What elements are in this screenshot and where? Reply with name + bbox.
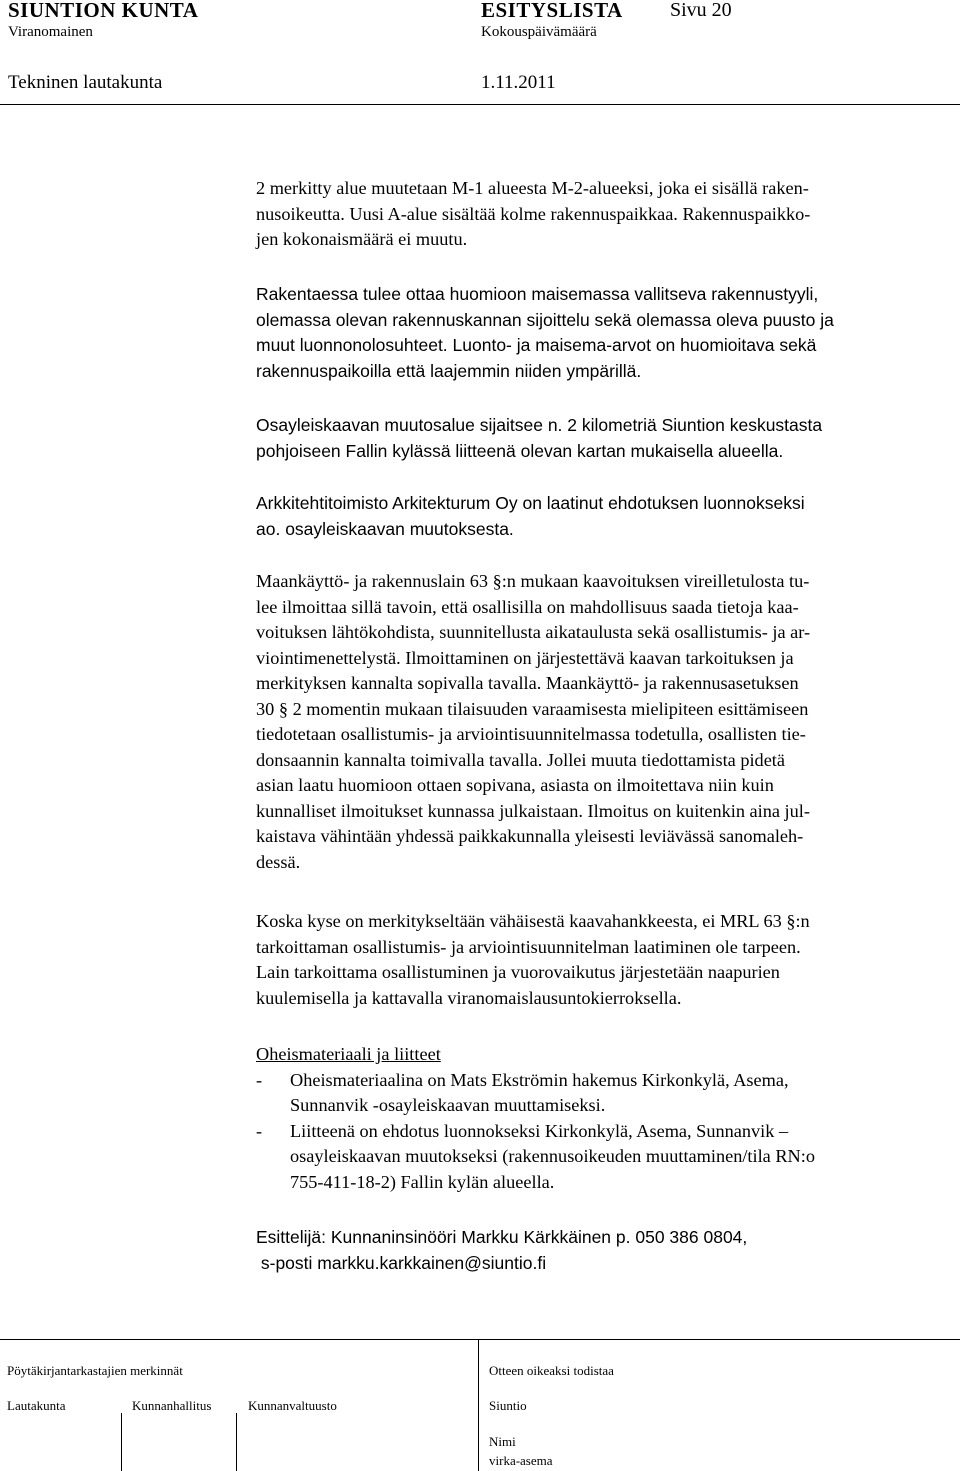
text-line: pohjoiseen Fallin kylässä liitteenä olevan kartan mukaisella alueella. [256, 440, 784, 461]
text-line: tarkoittaman osallistumis- ja arviointisuunnitelman laatiminen ole tarpeen. [256, 936, 801, 957]
list-dash: - [256, 1069, 263, 1090]
text-line: Rakentaessa tulee ottaa huomioon maisemassa vallitseva rakennustyyli, [256, 284, 819, 304]
footer-title-label: virka-asema [489, 1453, 553, 1468]
footer-col-kunnanvaltuusto: Kunnanvaltuusto [248, 1398, 337, 1413]
text-line: muut luonnonolosuhteet. Luonto- ja maisema-arvot on huomioitava sekä [256, 335, 817, 355]
attachment-item [256, 1119, 956, 1196]
text-line: Koska kyse on merkitykseltään vähäisestä kaavahankkeesta, ei MRL 63 §:n [256, 911, 810, 931]
text-line: donsaannin kannalta toimivalla tavalla. Jollei muuta tiedottamista pidetä [256, 749, 785, 770]
paragraph-location [256, 413, 956, 464]
text-line: Lain tarkoittama osallistuminen ja vuorovaikutus järjestetään naapurien [256, 962, 780, 982]
footer-col-lautakunta: Lautakunta [7, 1398, 66, 1413]
attachments-section [256, 1042, 956, 1195]
footer-divider-col1 [121, 1413, 122, 1471]
checkers-label: Pöytäkirjantarkastajien merkinnät [7, 1363, 183, 1378]
organization-name: SIUNTION KUNTA [8, 0, 199, 22]
text-line: Liitteenä on ehdotus luonnokseksi Kirkonkylä, Asema, Sunnanvik – [290, 1120, 789, 1141]
text-line: kunnalliset ilmoitukset kunnassa julkaistaan. Ilmoitus on kuitenkin aina jul- [256, 800, 810, 821]
text-line: 755-411-18-2) Fallin kylän alueella. [290, 1171, 555, 1192]
text-line: tiedotetaan osallistumis- ja arviointisuunnitelmassa todetulla, osallisten tie- [256, 724, 806, 744]
text-line: nusoikeutta. Uusi A-alue sisältää kolme rakennuspaikkaa. Rakennuspaikko- [256, 203, 811, 224]
text-line: kuulemisella ja kattavalla viranomaislausuntokierroksella. [256, 987, 682, 1008]
attachment-item [256, 1068, 956, 1119]
text-line: 30 § 2 momentin mukaan tilaisuuden varaamisesta mielipiteen esittämiseen [256, 698, 809, 719]
footer-name-label: Nimi [489, 1434, 516, 1449]
presenter-email: s-posti markku.karkkainen@siuntio.fi [256, 1252, 547, 1273]
text-line: dessä. [256, 851, 301, 872]
text-line: merkityksen kannalta sopivalla tavalla. Maankäyttö- ja rakennusasetuksen [256, 673, 799, 693]
text-line: kaistava vähintään yhdessä paikkakunnalla yleisesti leviävässä sanomaleh- [256, 826, 804, 846]
text-line: rakennuspaikoilla että laajemmin niiden ympärillä. [256, 360, 642, 381]
authority-label: Viranomainen [8, 24, 93, 40]
certified-label: Otteen oikeaksi todistaa [489, 1363, 614, 1378]
text-line: Osayleiskaavan muutosalue sijaitsee n. 2 kilometriä Siuntion keskustasta [256, 415, 823, 435]
text-line: ao. osayleiskaavan muutoksesta. [256, 518, 514, 539]
document-type: ESITYSLISTA [481, 0, 623, 22]
paragraph-area-change [256, 176, 956, 253]
footer-col-kunnanhallitus: Kunnanhallitus [132, 1398, 212, 1413]
footer-divider-col2 [236, 1413, 237, 1471]
paragraph-land-use-law [256, 569, 956, 875]
presenter-line: Esittelijä: Kunnaninsinööri Markku Kärkkäinen p. 050 386 0804, [256, 1227, 748, 1247]
text-line: voituksen lähtökohdista, suunnitellusta aikataulusta sekä osallistumis- ja ar- [256, 622, 811, 642]
meeting-date: 1.11.2011 [481, 72, 556, 93]
text-line: lee ilmoittaa sillä tavoin, että osallisilla on mahdollisuus saada tietoja kaa- [256, 596, 799, 617]
presenter-block [256, 1225, 956, 1276]
text-line: olemassa olevan rakennuskannan sijoittelu sekä olemassa oleva puusto ja [256, 309, 834, 330]
paragraph-minor-plan [256, 909, 956, 1011]
attachments-heading: Oheismateriaali ja liitteet [256, 1044, 441, 1064]
footer-divider-center [478, 1339, 479, 1471]
text-line: asian laatu huomioon ottaen sopivana, asiasta on ilmoitettava niin kuin [256, 775, 774, 795]
paragraph-architect [256, 491, 956, 542]
text-line: Oheismateriaalina on Mats Ekströmin hakemus Kirkonkylä, Asema, [290, 1069, 789, 1090]
page-number: Sivu 20 [670, 0, 732, 21]
text-line: viointimenettelystä. Ilmoittaminen on järjestettävä kaavan tarkoituksen ja [256, 647, 794, 668]
footer-rule-top [0, 1339, 960, 1340]
authority-name: Tekninen lautakunta [8, 72, 163, 93]
header-rule [0, 104, 960, 105]
text-line: jen kokonaismäärä ei muutu. [256, 229, 468, 249]
footer-place: Siuntio [489, 1398, 527, 1413]
meeting-date-label: Kokouspäivämäärä [481, 24, 597, 40]
text-line: Arkkitehtitoimisto Arkitekturum Oy on laatinut ehdotuksen luonnokseksi [256, 493, 805, 513]
paragraph-building-style [256, 282, 956, 384]
text-line: 2 merkitty alue muutetaan M-1 alueesta M-2-alueeksi, joka ei sisällä raken- [256, 178, 809, 198]
text-line: osayleiskaavan muutokseksi (rakennusoikeuden muuttaminen/tila RN:o [290, 1146, 815, 1166]
list-dash: - [256, 1120, 263, 1141]
text-line: Sunnanvik -osayleiskaavan muuttamiseksi. [290, 1095, 606, 1115]
text-line: Maankäyttö- ja rakennuslain 63 §:n mukaan kaavoituksen vireilletulosta tu- [256, 571, 810, 591]
